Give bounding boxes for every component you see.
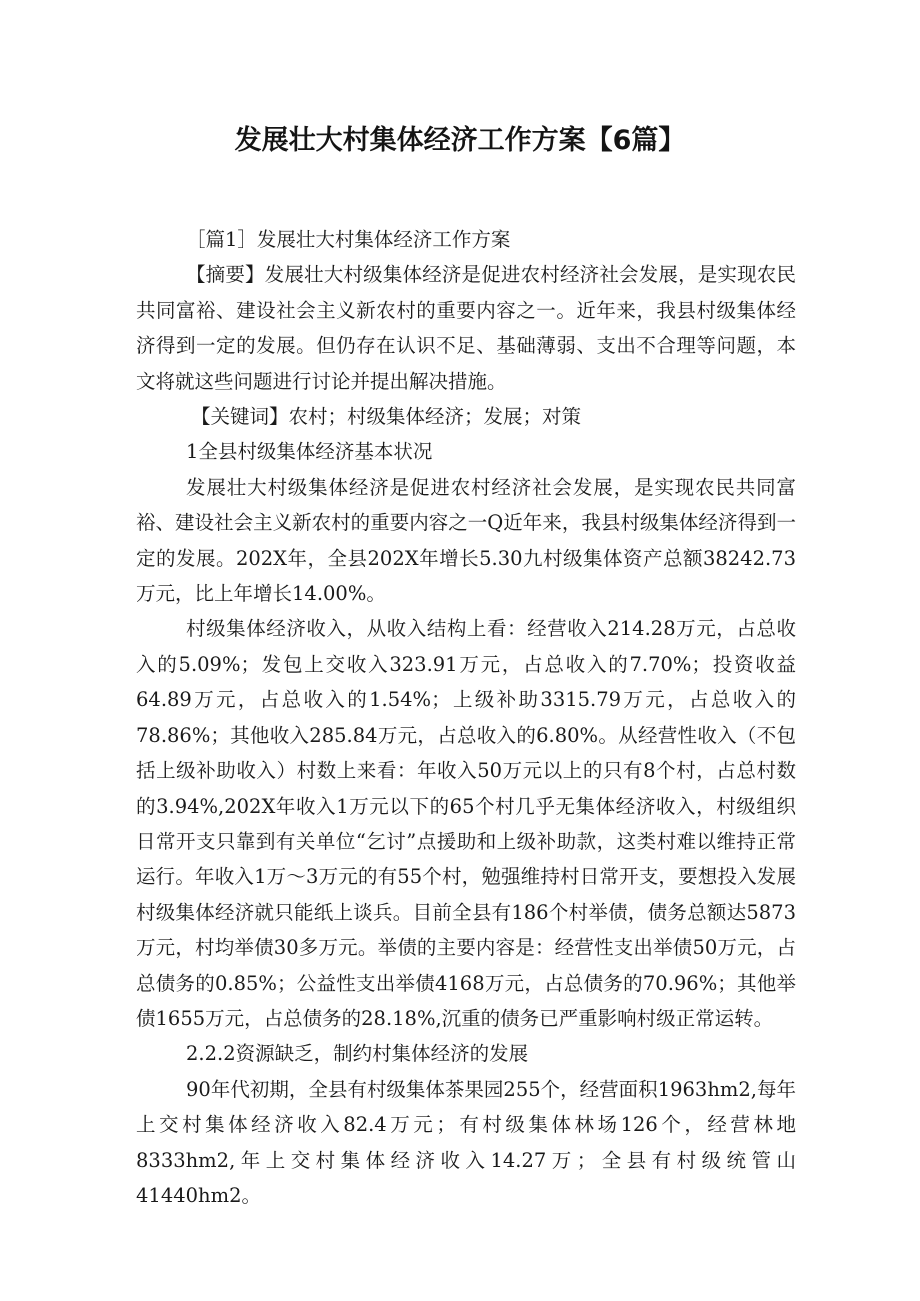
document-body — [136, 222, 796, 1213]
document-title: 发展壮大村集体经济工作方案【6篇】 — [234, 125, 686, 156]
section-heading-1: 1全县村级集体经济基本状况 — [186, 440, 433, 464]
keywords-paragraph: 【关键词】农村；村级集体经济；发展；对策 — [191, 405, 582, 429]
body-paragraph: 发展壮大村级集体经济是促进农村经济社会发展，是实现农民共同富裕、建设社会主义新农村的重要内容之一Q近年来，我县村级集体经济得到一定的发展。202X年，全县202X年增长5.30九村级集体资产总额38242.73万元，比上年增长14.00%。 — [136, 475, 796, 606]
body-paragraph: 90年代初期，全县有村级集体茶果园255个，经营面积1963hm2,每年上交村集体经济收入82.4万元；有村级集体林场126个，经营林地8333hm2,年上交村集体经济收入14.27万；全县有村级统管山41440hm2。 — [136, 1077, 796, 1207]
section-heading-2-2-2: 2.2.2资源缺乏，制约村集体经济的发展 — [186, 1042, 529, 1066]
section-heading-piece-1: ［篇1］发展壮大村集体经济工作方案 — [186, 228, 511, 251]
body-paragraph: 村级集体经济收入，从收入结构上看：经营收入214.28万元，占总收入的5.09%；发包上交收入323.91万元，占总收入的7.70%；投资收益64.89万元，占总收入的1.54%；上级补助3315.79万元，占总收入的78.86%；其他收入285.84万元，占总收入的6.80%。从经营性收入（不包括上级补助收入）村数上来看：年收入50万元以上的只有8个村，占总村数的3.94%,202X年收入1万元以下的65个村几乎无集体经济收入，村级组织日常开支只靠到有关单位“乞讨”点援助和上级补助款，这类村难以维持正常运行。年收入1万～3万元的有55个村，勉强维持村日常开支，要想投入发展村级集体经济就只能纸上谈兵。目前全县有186个村举债，债务总额达5873万元，村均举债30多万元。举债的主要内容是：经营性支出举债50万元，占总债务的0.85%；公益性支出举债4168万元，占总债务的70.96%；其他举债1655万元，占总债务的28.18%,沉重的债务已严重影响村级正常运转。 — [136, 617, 796, 1030]
abstract-paragraph: 【摘要】发展壮大村级集体经济是促进农村经济社会发展，是实现农民共同富裕、建设社会主义新农村的重要内容之一。近年来，我县村级集体经济得到一定的发展。但仍存在认识不足、基础薄弱、支出不合理等问题，本文将就这些问题进行讨论并提出解决措施。 — [136, 263, 796, 393]
